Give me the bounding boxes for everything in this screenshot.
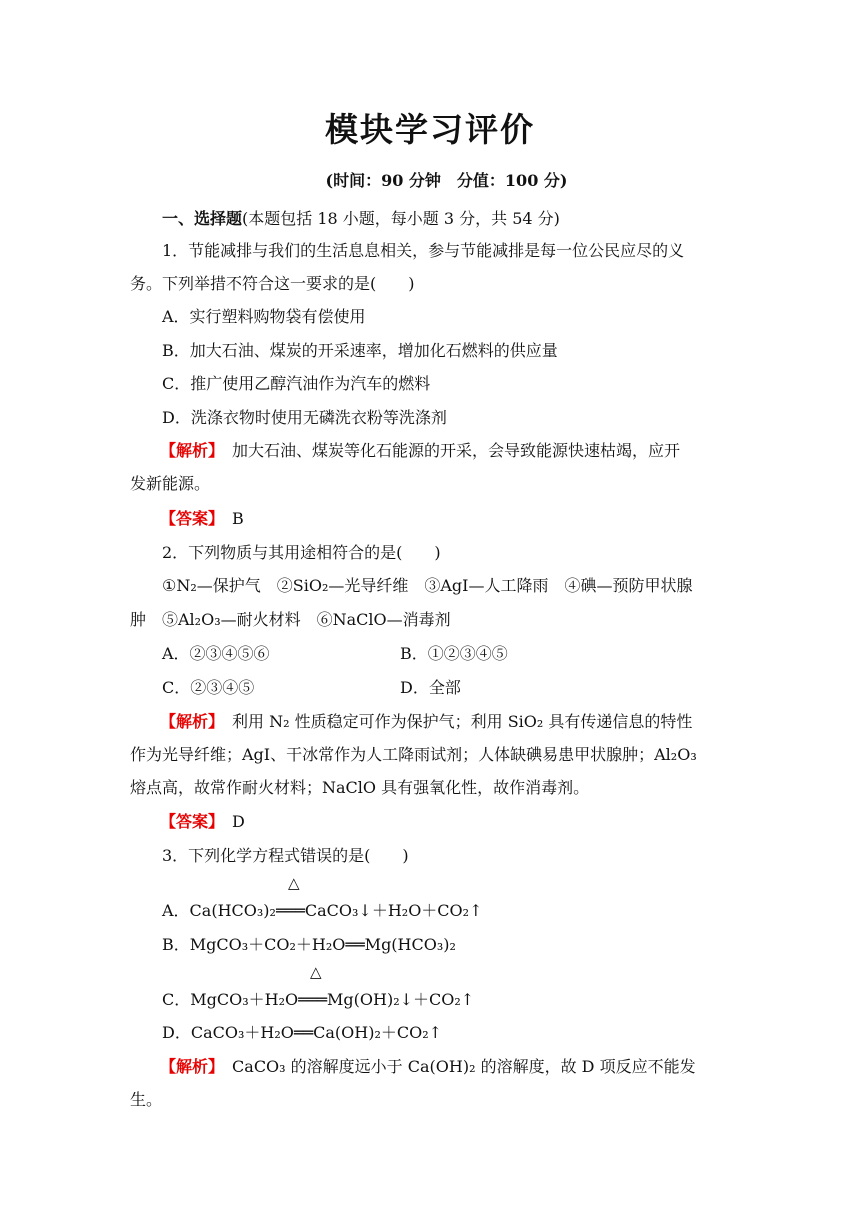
section-head: 一、选择题	[162, 209, 243, 228]
heat-symbol-c: △	[310, 963, 322, 981]
q1-analysis-text1: 加大石油、煤炭等化石能源的开采，会导致能源快速枯竭，应开	[232, 441, 681, 460]
heat-symbol-a: △	[288, 874, 300, 892]
q2-analysis-text3: 熔点高，故常作耐火材料；NaClO 具有强氧化性，故作消毒剂。	[130, 778, 590, 797]
q3-analysis	[160, 1054, 696, 1077]
q2-answer-tag: 【答案】	[160, 812, 217, 831]
q2-answer	[160, 809, 245, 832]
q1-stem-line2: 务。下列举措不符合这一要求的是( )	[130, 274, 415, 293]
q2-option-c: C．②③④⑤	[162, 678, 255, 697]
section-note: (本题包括 18 小题，每小题 3 分，共 54 分)	[242, 209, 560, 228]
q2-option-a: A．②③④⑤⑥	[162, 644, 270, 663]
page-title: 模块学习评价	[325, 110, 535, 149]
q2-items-line1: ①N₂—保护气 ②SiO₂—光导纤维 ③AgI—人工降雨 ④碘—预防甲状腺	[162, 576, 693, 595]
q2-analysis-text2: 作为光导纤维；AgI、干冰常作为人工降雨试剂；人体缺碘易患甲状腺肿；Al₂O₃	[130, 745, 697, 764]
q2-option-b: B．①②③④⑤	[400, 644, 508, 663]
q3-stem: 3．下列化学方程式错误的是( )	[162, 846, 409, 865]
q3-option-d: D．CaCO₃＋H₂O══Ca(OH)₂＋CO₂↑	[162, 1023, 443, 1042]
q3-analysis-tag: 【解析】	[160, 1057, 217, 1076]
q1-option-d: D．洗涤衣物时使用无磷洗衣粉等洗涤剂	[162, 408, 447, 427]
q1-answer-value: B	[232, 509, 244, 528]
q3-option-b: B．MgCO₃＋CO₂＋H₂O══Mg(HCO₃)₂	[162, 935, 456, 954]
q2-analysis-text1: 利用 N₂ 性质稳定可作为保护气；利用 SiO₂ 具有传递信息的特性	[232, 712, 693, 731]
q3-option-a: A．Ca(HCO₃)₂═══CaCO₃↓＋H₂O＋CO₂↑	[162, 901, 483, 920]
q1-analysis-tag: 【解析】	[160, 441, 217, 460]
section-heading	[162, 206, 560, 229]
q1-analysis	[160, 438, 680, 461]
page-subtitle: (时间：90 分钟 分值：100 分)	[325, 171, 568, 190]
q2-items-line2: 肿 ⑤Al₂O₃—耐火材料 ⑥NaClO—消毒剂	[130, 610, 451, 629]
q3-option-c: C．MgCO₃＋H₂O═══Mg(OH)₂↓＋CO₂↑	[162, 990, 475, 1009]
q1-stem-line1: 1．节能减排与我们的生活息息相关，参与节能减排是每一位公民应尽的义	[162, 241, 685, 260]
q1-analysis-text2: 发新能源。	[130, 474, 211, 493]
q3-analysis-text1: CaCO₃ 的溶解度远小于 Ca(OH)₂ 的溶解度，故 D 项反应不能发	[232, 1057, 696, 1076]
q3-analysis-text2: 生。	[130, 1090, 163, 1109]
q1-option-c: C．推广使用乙醇汽油作为汽车的燃料	[162, 374, 431, 393]
q2-analysis	[160, 709, 692, 732]
q1-answer	[160, 506, 244, 529]
q2-option-d: D．全部	[400, 678, 461, 697]
q1-answer-tag: 【答案】	[160, 509, 217, 528]
q2-analysis-tag: 【解析】	[160, 712, 217, 731]
q1-option-a: A．实行塑料购物袋有偿使用	[162, 307, 366, 326]
q2-stem: 2．下列物质与其用途相符合的是( )	[162, 543, 441, 562]
q2-answer-value: D	[232, 812, 245, 831]
q1-option-b: B．加大石油、煤炭的开采速率，增加化石燃料的供应量	[162, 341, 558, 360]
